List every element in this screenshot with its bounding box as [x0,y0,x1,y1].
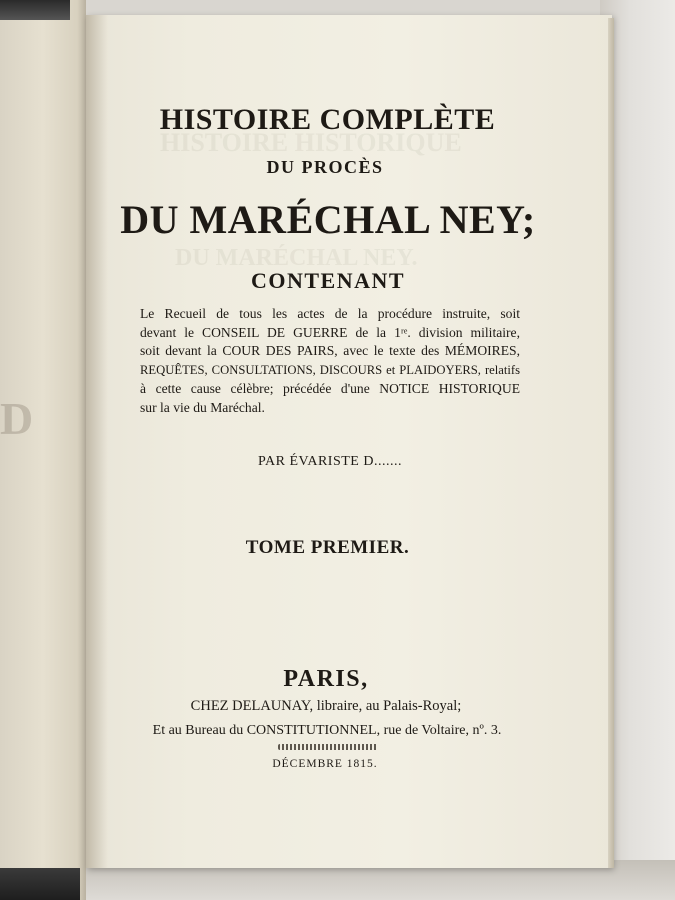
show-through-text: HISTOIRE HISTORIQUE [160,128,462,157]
publisher-line-2: Et au Bureau du CONSTITUTIONNEL, rue de Voltaire, nº. 3. [152,723,502,738]
description-line: REQUÊTES, CONSULTATIONS, DISCOURS et PLAIDOYERS, relatifs [140,363,520,378]
title-line-2: DU PROCÈS [266,157,384,177]
decorative-rule [278,744,378,750]
description-line: soit devant la COUR DES PAIRS, avec le texte des MÉMOIRES, [140,343,520,359]
subtitle: CONTENANT [250,268,406,293]
page-edge [608,18,614,868]
description-line: à cette cause célèbre; précédée d'une NOTICE HISTORIQUE [140,380,520,396]
book-cover-top-edge [0,0,70,20]
description-paragraph [140,305,520,417]
volume-label: TOME PREMIER. [245,537,410,558]
city-label: PARIS, [283,666,369,692]
gutter-shadow [86,15,108,868]
description-line: sur la vie du Maréchal. [140,399,265,415]
show-through-text: DU MARÉCHAL NEY. [175,245,418,271]
left-page-show-through: D [0,393,34,444]
publisher-line-1: CHEZ DELAUNAY, libraire, au Palais-Royal; [190,698,462,714]
title-line-1: HISTOIRE COMPLÈTE [159,103,496,136]
publication-date: DÉCEMBRE 1815. [272,758,378,770]
description-line: Le Recueil de tous les actes de la procédure instruite, soit [140,306,520,321]
description-line: devant le CONSEIL DE GUERRE de la 1ʳᵉ. division militaire, [140,324,520,340]
author-line: PAR ÉVARISTE D....... [258,454,402,469]
book-cover-bottom-edge [0,868,80,900]
title-line-3: DU MARÉCHAL NEY; [120,197,536,242]
